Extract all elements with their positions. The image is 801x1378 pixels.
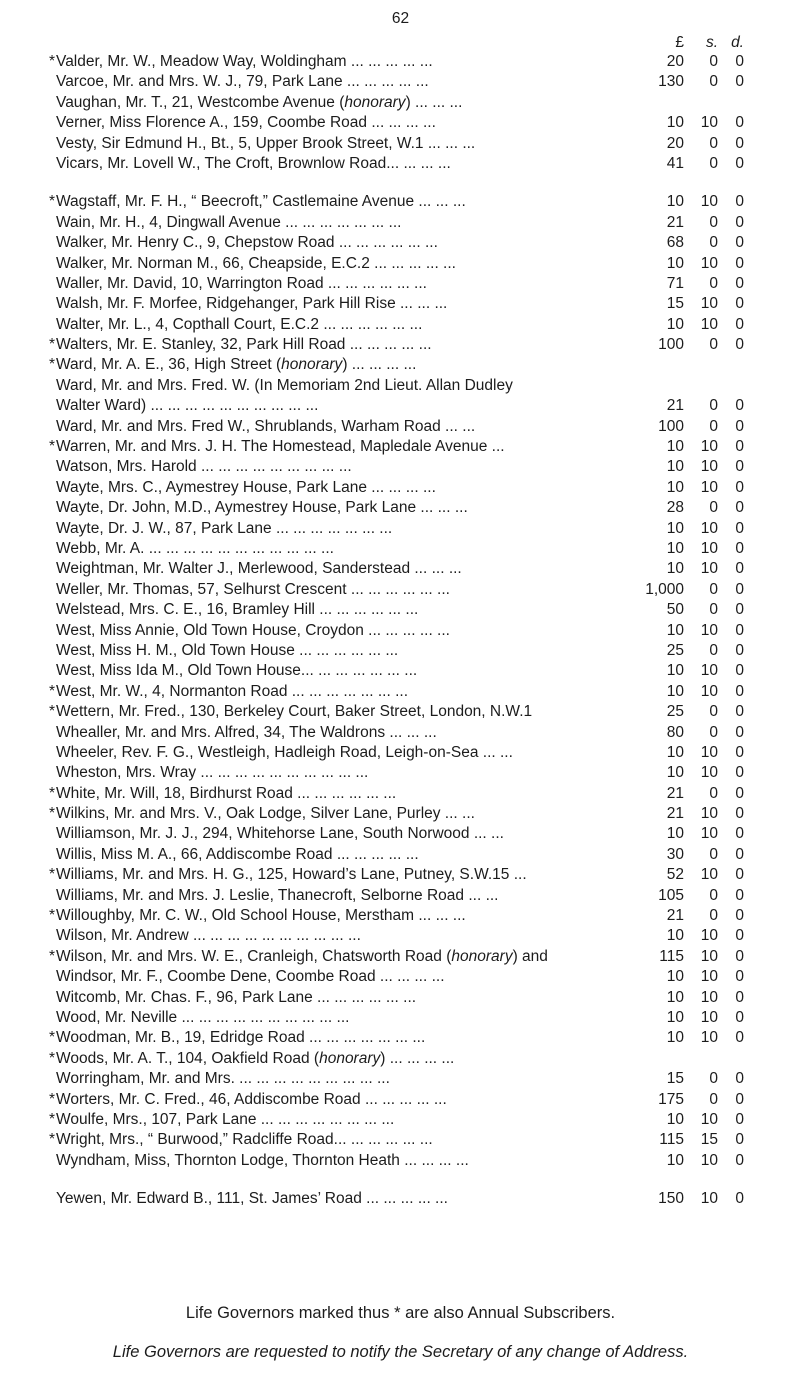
shillings-amount: 0 <box>709 213 718 231</box>
pence-header: d. <box>731 34 744 51</box>
list-item <box>0 682 801 702</box>
pence-amount: 0 <box>735 193 744 211</box>
subscriber-name: Witcomb, Mr. Chas. F., 96, Park Lane ... ... ... ... ... ... <box>56 988 417 1006</box>
list-item <box>0 743 801 763</box>
shillings-amount: 0 <box>709 723 718 741</box>
shillings-amount: 10 <box>700 560 718 578</box>
pence-amount: 0 <box>735 519 744 537</box>
pounds-amount: 80 <box>666 723 684 741</box>
shillings-amount: 0 <box>709 703 718 721</box>
shillings-amount: 10 <box>700 682 718 700</box>
life-governor-marker: * <box>48 1029 55 1047</box>
list-item <box>0 539 801 559</box>
pounds-amount: 21 <box>666 397 684 415</box>
pounds-amount: 10 <box>666 560 684 578</box>
list-item <box>0 926 801 946</box>
shillings-amount: 10 <box>700 743 718 761</box>
pounds-amount: 175 <box>658 1090 684 1108</box>
list-item <box>0 437 801 457</box>
pence-amount: 0 <box>735 1131 744 1149</box>
pence-amount: 0 <box>735 988 744 1006</box>
pence-amount: 0 <box>735 580 744 598</box>
list-item <box>0 335 801 355</box>
subscriber-name: Wayte, Dr. John, M.D., Aymestrey House, Park Lane ... ... ... <box>56 499 468 517</box>
subscriber-name: Webb, Mr. A. ... ... ... ... ... ... ... ... ... ... ... <box>56 539 334 557</box>
shillings-amount: 0 <box>709 397 718 415</box>
list-item <box>0 396 801 416</box>
pence-amount: 0 <box>735 274 744 292</box>
shillings-amount: 10 <box>700 458 718 476</box>
shillings-amount: 0 <box>709 336 718 354</box>
pounds-amount: 10 <box>666 315 684 333</box>
pounds-amount: 10 <box>666 743 684 761</box>
shillings-amount: 0 <box>709 641 718 659</box>
life-governor-marker: * <box>48 682 55 700</box>
pence-amount: 0 <box>735 53 744 70</box>
pence-amount: 0 <box>735 886 744 904</box>
life-governor-marker: * <box>48 1131 55 1149</box>
pounds-amount: 21 <box>666 784 684 802</box>
subscriber-name: West, Mr. W., 4, Normanton Road ... ... ... ... ... ... ... <box>56 682 409 700</box>
pounds-amount: 71 <box>666 274 684 292</box>
pence-amount: 0 <box>735 560 744 578</box>
life-governor-marker: * <box>48 866 55 884</box>
list-item <box>0 763 801 783</box>
pence-amount: 0 <box>735 927 744 945</box>
pence-amount: 0 <box>735 968 744 986</box>
shillings-amount: 0 <box>709 784 718 802</box>
list-item <box>0 376 801 396</box>
subscriber-name: Valder, Mr. W., Meadow Way, Woldingham ... ... ... ... ... <box>56 53 433 70</box>
shillings-amount: 10 <box>700 438 718 456</box>
pence-amount: 0 <box>735 134 744 152</box>
subscriber-name: Yewen, Mr. Edward B., 111, St. James’ Road ... ... ... ... ... <box>56 1190 448 1208</box>
pence-amount: 0 <box>735 805 744 823</box>
life-governor-marker: * <box>48 805 55 823</box>
life-governor-marker: * <box>48 438 55 456</box>
shillings-amount: 10 <box>700 988 718 1006</box>
pounds-amount: 10 <box>666 825 684 843</box>
shillings-header: s. <box>705 34 718 51</box>
footer-note: Life Governors marked thus * are also Annual Subscribers. <box>185 1304 616 1322</box>
pounds-amount: 10 <box>666 193 684 211</box>
subscriber-name: Walsh, Mr. F. Morfee, Ridgehanger, Park Hill Rise ... ... ... <box>56 295 448 313</box>
pounds-amount: 10 <box>666 1110 684 1128</box>
list-item <box>0 947 801 967</box>
life-governor-marker: * <box>48 784 55 802</box>
shillings-amount: 10 <box>700 866 718 884</box>
pence-amount: 0 <box>735 601 744 619</box>
subscriber-name: Wagstaff, Mr. F. H., “ Beecroft,” Castlemaine Avenue ... ... ... <box>56 193 466 211</box>
shillings-amount: 0 <box>709 154 718 172</box>
shillings-amount: 10 <box>700 539 718 557</box>
list-item <box>0 1028 801 1048</box>
list-item <box>0 641 801 661</box>
list-item <box>0 478 801 498</box>
list-item <box>0 1069 801 1089</box>
pounds-amount: 100 <box>658 336 684 354</box>
subscriber-name: Worters, Mr. C. Fred., 46, Addiscombe Road ... ... ... ... ... <box>56 1090 447 1108</box>
subscriber-name: Wayte, Mrs. C., Aymestrey House, Park Lane ... ... ... ... <box>56 478 436 496</box>
subscriber-name: Woulfe, Mrs., 107, Park Lane ... ... ... ... ... ... ... ... <box>56 1110 395 1128</box>
pence-amount: 0 <box>735 641 744 659</box>
subscriber-name: Woodman, Mr. B., 19, Edridge Road ... ... ... ... ... ... ... <box>56 1029 426 1047</box>
pence-amount: 0 <box>735 1090 744 1108</box>
subscriber-name: Weightman, Mr. Walter J., Merlewood, Sanderstead ... ... ... <box>56 560 462 578</box>
shillings-amount: 10 <box>700 295 718 313</box>
list-item <box>0 784 801 804</box>
list-item <box>0 134 801 154</box>
pounds-amount: 105 <box>658 886 684 904</box>
list-item <box>0 519 801 539</box>
subscriber-name: Williams, Mr. and Mrs. J. Leslie, Thanecroft, Selborne Road ... ... <box>56 886 499 904</box>
pounds-amount: 10 <box>666 988 684 1006</box>
pence-amount: 0 <box>735 662 744 680</box>
subscriber-name: Windsor, Mr. F., Coombe Dene, Coombe Road ... ... ... ... <box>56 968 445 986</box>
shillings-amount: 10 <box>700 193 718 211</box>
list-item <box>0 824 801 844</box>
pence-amount: 0 <box>735 947 744 965</box>
list-item <box>0 213 801 233</box>
pounds-amount: 10 <box>666 478 684 496</box>
pence-amount: 0 <box>735 1008 744 1026</box>
shillings-amount: 0 <box>709 601 718 619</box>
subscriber-name: Wright, Mrs., “ Burwood,” Radcliffe Road... ... ... ... ... ... <box>56 1131 433 1149</box>
subscriber-name: Wain, Mr. H., 4, Dingwall Avenue ... ... ... ... ... ... ... <box>56 213 402 231</box>
list-item <box>0 865 801 885</box>
pence-amount: 0 <box>735 1190 744 1208</box>
shillings-amount: 10 <box>700 1190 718 1208</box>
subscriber-name: Vesty, Sir Edmund H., Bt., 5, Upper Brook Street, W.1 ... ... ... <box>56 134 476 152</box>
pounds-amount: 130 <box>658 73 684 91</box>
pence-amount: 0 <box>735 458 744 476</box>
pounds-amount: 1,000 <box>645 580 684 598</box>
shillings-amount: 10 <box>700 254 718 272</box>
shillings-amount: 10 <box>700 1110 718 1128</box>
pence-amount: 0 <box>735 417 744 435</box>
pounds-amount: 150 <box>658 1190 684 1208</box>
pounds-amount: 21 <box>666 805 684 823</box>
pence-amount: 0 <box>735 907 744 925</box>
list-item <box>0 233 801 253</box>
subscriber-name: Walker, Mr. Norman M., 66, Cheapside, E.C.2 ... ... ... ... ... <box>56 254 456 272</box>
life-governor-marker: * <box>48 947 55 965</box>
pence-amount: 0 <box>735 315 744 333</box>
shillings-amount: 0 <box>709 274 718 292</box>
pence-amount: 0 <box>735 621 744 639</box>
shillings-amount: 10 <box>700 947 718 965</box>
subscriber-name: Walker, Mr. Henry C., 9, Chepstow Road ... ... ... ... ... ... <box>56 234 438 252</box>
life-governor-marker: * <box>48 907 55 925</box>
pounds-amount: 10 <box>666 438 684 456</box>
shillings-amount: 10 <box>700 1151 718 1169</box>
pounds-amount: 10 <box>666 519 684 537</box>
pence-amount: 0 <box>735 866 744 884</box>
subscriber-name: Vaughan, Mr. T., 21, Westcombe Avenue (honorary) ... ... ... <box>56 93 463 111</box>
shillings-amount: 10 <box>700 825 718 843</box>
life-governor-marker: * <box>48 193 55 211</box>
pence-amount: 0 <box>735 784 744 802</box>
shillings-amount: 0 <box>709 886 718 904</box>
subscriber-name: Wheeler, Rev. F. G., Westleigh, Hadleigh Road, Leigh-on-Sea ... ... <box>56 743 513 761</box>
subscriber-name: Ward, Mr. and Mrs. Fred. W. (In Memoriam 2nd Lieut. Allan Dudley <box>56 376 513 394</box>
shillings-amount: 0 <box>709 73 718 91</box>
pounds-amount: 68 <box>666 234 684 252</box>
list-item <box>0 723 801 743</box>
subscriber-name: Verner, Miss Florence A., 159, Coombe Road ... ... ... ... <box>56 114 436 132</box>
subscriber-name: West, Miss H. M., Old Town House ... ... ... ... ... ... <box>56 641 399 659</box>
shillings-amount: 15 <box>700 1131 718 1149</box>
pounds-amount: 115 <box>659 1131 684 1149</box>
pounds-amount: 10 <box>666 662 684 680</box>
shillings-amount: 10 <box>700 927 718 945</box>
list-item <box>0 1130 801 1150</box>
list-item <box>0 192 801 212</box>
list-item <box>0 52 801 72</box>
list-item <box>0 355 801 375</box>
pence-amount: 0 <box>735 1029 744 1047</box>
subscriber-name: West, Miss Annie, Old Town House, Croydon ... ... ... ... ... <box>56 621 450 639</box>
shillings-amount: 0 <box>709 234 718 252</box>
shillings-amount: 0 <box>709 53 718 70</box>
list-item <box>0 702 801 722</box>
footer-request: Life Governors are requested to notify the Secretary of any change of Address. <box>112 1343 689 1361</box>
subscriber-name: Waller, Mr. David, 10, Warrington Road ... ... ... ... ... ... <box>56 274 427 292</box>
subscriber-name: Wilson, Mr. Andrew ... ... ... ... ... ... ... ... ... ... <box>56 927 361 945</box>
list-item <box>0 661 801 681</box>
pence-amount: 0 <box>735 1070 744 1088</box>
subscriber-name: Welstead, Mrs. C. E., 16, Bramley Hill ... ... ... ... ... ... <box>56 601 419 619</box>
life-governor-marker: * <box>48 1049 55 1067</box>
subscriber-name: Willoughby, Mr. C. W., Old School House, Merstham ... ... ... <box>56 907 466 925</box>
list-item <box>0 967 801 987</box>
subscriber-name: Willis, Miss M. A., 66, Addiscombe Road ... ... ... ... ... <box>56 845 419 863</box>
shillings-amount: 0 <box>709 1070 718 1088</box>
pounds-amount: 21 <box>666 213 684 231</box>
subscriber-name: Williamson, Mr. J. J., 294, Whitehorse Lane, South Norwood ... ... <box>56 825 504 843</box>
life-governor-marker: * <box>48 336 55 354</box>
list-item <box>0 154 801 174</box>
subscriber-name: Warren, Mr. and Mrs. J. H. The Homestead, Mapledale Avenue ... <box>56 438 505 456</box>
list-item <box>0 1008 801 1028</box>
subscriber-name: White, Mr. Will, 18, Birdhurst Road ... ... ... ... ... ... <box>56 784 397 802</box>
shillings-amount: 0 <box>709 845 718 863</box>
shillings-amount: 10 <box>700 315 718 333</box>
pence-amount: 0 <box>735 723 744 741</box>
shillings-amount: 10 <box>700 478 718 496</box>
subscriber-name: Ward, Mr. and Mrs. Fred W., Shrublands, Warham Road ... ... <box>56 417 476 435</box>
pounds-amount: 15 <box>666 1070 684 1088</box>
subscriber-name: West, Miss Ida M., Old Town House... ... ... ... ... ... ... <box>56 662 418 680</box>
pence-amount: 0 <box>735 743 744 761</box>
pence-amount: 0 <box>735 1110 744 1128</box>
pounds-amount: 10 <box>666 114 684 132</box>
list-item <box>0 906 801 926</box>
pounds-header: £ <box>675 34 684 51</box>
shillings-amount: 10 <box>700 1008 718 1026</box>
pence-amount: 0 <box>735 539 744 557</box>
pence-amount: 0 <box>735 1151 744 1169</box>
shillings-amount: 0 <box>709 907 718 925</box>
pence-amount: 0 <box>735 114 744 132</box>
pounds-amount: 10 <box>666 1029 684 1047</box>
list-item <box>0 498 801 518</box>
pounds-amount: 15 <box>666 295 684 313</box>
shillings-amount: 10 <box>700 1029 718 1047</box>
pence-amount: 0 <box>735 336 744 354</box>
pounds-amount: 50 <box>666 601 684 619</box>
pounds-amount: 52 <box>666 866 684 884</box>
list-item <box>0 621 801 641</box>
subscriber-name: Wood, Mr. Neville ... ... ... ... ... ... ... ... ... ... <box>56 1008 350 1026</box>
life-governor-marker: * <box>48 356 55 374</box>
subscriber-name: Varcoe, Mr. and Mrs. W. J., 79, Park Lane ... ... ... ... ... <box>56 73 429 91</box>
pence-amount: 0 <box>735 295 744 313</box>
list-item <box>0 72 801 92</box>
pounds-amount: 20 <box>666 134 684 152</box>
currency-header <box>0 34 801 54</box>
shillings-amount: 10 <box>700 519 718 537</box>
subscriber-name: Wilkins, Mr. and Mrs. V., Oak Lodge, Silver Lane, Purley ... ... <box>56 805 475 823</box>
subscriber-name: Wayte, Dr. J. W., 87, Park Lane ... ... ... ... ... ... ... <box>56 519 393 537</box>
pounds-amount: 10 <box>666 927 684 945</box>
pence-amount: 0 <box>735 154 744 172</box>
pounds-amount: 30 <box>666 845 684 863</box>
subscriber-name: Walter Ward) ... ... ... ... ... ... ... ... ... ... <box>56 397 319 415</box>
pence-amount: 0 <box>735 213 744 231</box>
pounds-amount: 20 <box>666 53 684 70</box>
shillings-amount: 0 <box>709 499 718 517</box>
pence-amount: 0 <box>735 397 744 415</box>
shillings-amount: 10 <box>700 621 718 639</box>
pence-amount: 0 <box>735 234 744 252</box>
pence-amount: 0 <box>735 703 744 721</box>
subscriber-name: Vicars, Mr. Lovell W., The Croft, Brownlow Road... ... ... ... <box>56 154 451 172</box>
list-item <box>0 1110 801 1130</box>
life-governor-marker: * <box>48 53 55 70</box>
subscriber-name: Wheston, Mrs. Wray ... ... ... ... ... ... ... ... ... ... <box>56 764 369 782</box>
pounds-amount: 21 <box>666 907 684 925</box>
pounds-amount: 10 <box>666 1151 684 1169</box>
pounds-amount: 41 <box>666 154 684 172</box>
shillings-amount: 0 <box>709 417 718 435</box>
pence-amount: 0 <box>735 438 744 456</box>
pounds-amount: 10 <box>666 682 684 700</box>
list-item <box>0 886 801 906</box>
pounds-amount: 25 <box>666 641 684 659</box>
subscriber-name: Walter, Mr. L., 4, Copthall Court, E.C.2 ... ... ... ... ... ... <box>56 315 423 333</box>
subscriber-name: Walters, Mr. E. Stanley, 32, Park Hill Road ... ... ... ... ... <box>56 336 432 354</box>
shillings-amount: 0 <box>709 1090 718 1108</box>
list-item <box>0 457 801 477</box>
life-governor-marker: * <box>48 1110 55 1128</box>
list-item <box>0 845 801 865</box>
shillings-amount: 10 <box>700 114 718 132</box>
pence-amount: 0 <box>735 764 744 782</box>
pounds-amount: 10 <box>666 764 684 782</box>
subscriber-name: Worringham, Mr. and Mrs. ... ... ... ... ... ... ... ... ... <box>56 1070 390 1088</box>
subscriber-name: Wilson, Mr. and Mrs. W. E., Cranleigh, Chatsworth Road (honorary) and <box>56 947 548 965</box>
pounds-amount: 10 <box>666 458 684 476</box>
pounds-amount: 10 <box>666 1008 684 1026</box>
shillings-amount: 10 <box>700 662 718 680</box>
list-item <box>0 1049 801 1069</box>
list-item <box>0 294 801 314</box>
list-item <box>0 417 801 437</box>
pounds-amount: 10 <box>666 539 684 557</box>
shillings-amount: 10 <box>700 805 718 823</box>
shillings-amount: 10 <box>700 968 718 986</box>
list-item <box>0 113 801 133</box>
pounds-amount: 10 <box>666 621 684 639</box>
pounds-amount: 10 <box>666 968 684 986</box>
list-item <box>0 559 801 579</box>
shillings-amount: 0 <box>709 134 718 152</box>
life-governor-marker: * <box>48 703 55 721</box>
pence-amount: 0 <box>735 478 744 496</box>
list-item <box>0 274 801 294</box>
pounds-amount: 28 <box>666 499 684 517</box>
list-item <box>0 580 801 600</box>
pounds-amount: 100 <box>658 417 684 435</box>
pence-amount: 0 <box>735 499 744 517</box>
pence-amount: 0 <box>735 682 744 700</box>
pence-amount: 0 <box>735 73 744 91</box>
shillings-amount: 0 <box>709 580 718 598</box>
page-number: 62 <box>391 10 410 27</box>
list-item <box>0 1189 801 1209</box>
subscriber-list <box>0 52 801 1209</box>
list-item <box>0 1090 801 1110</box>
list-item <box>0 1151 801 1171</box>
pence-amount: 0 <box>735 825 744 843</box>
list-item <box>0 600 801 620</box>
list-item <box>0 804 801 824</box>
subscriber-name: Ward, Mr. A. E., 36, High Street (honorary) ... ... ... ... <box>56 356 417 374</box>
list-item <box>0 315 801 335</box>
list-item <box>0 988 801 1008</box>
pence-amount: 0 <box>735 845 744 863</box>
pounds-amount: 25 <box>666 703 684 721</box>
life-governor-marker: * <box>48 1090 55 1108</box>
list-item <box>0 93 801 113</box>
subscriber-name: Weller, Mr. Thomas, 57, Selhurst Crescent ... ... ... ... ... ... <box>56 580 450 598</box>
shillings-amount: 10 <box>700 764 718 782</box>
subscriber-name: Woods, Mr. A. T., 104, Oakfield Road (honorary) ... ... ... ... <box>56 1049 455 1067</box>
subscriber-name: Watson, Mrs. Harold ... ... ... ... ... ... ... ... ... <box>56 458 352 476</box>
pounds-amount: 115 <box>659 947 684 965</box>
subscriber-name: Wettern, Mr. Fred., 130, Berkeley Court, Baker Street, London, N.W.1 <box>56 703 533 721</box>
list-item <box>0 254 801 274</box>
pounds-amount: 10 <box>666 254 684 272</box>
pence-amount: 0 <box>735 254 744 272</box>
subscriber-name: Whealler, Mr. and Mrs. Alfred, 34, The Waldrons ... ... ... <box>56 723 437 741</box>
subscriber-name: Williams, Mr. and Mrs. H. G., 125, Howard’s Lane, Putney, S.W.15 ... <box>56 866 527 884</box>
subscriber-name: Wyndham, Miss, Thornton Lodge, Thornton Heath ... ... ... ... <box>56 1151 469 1169</box>
